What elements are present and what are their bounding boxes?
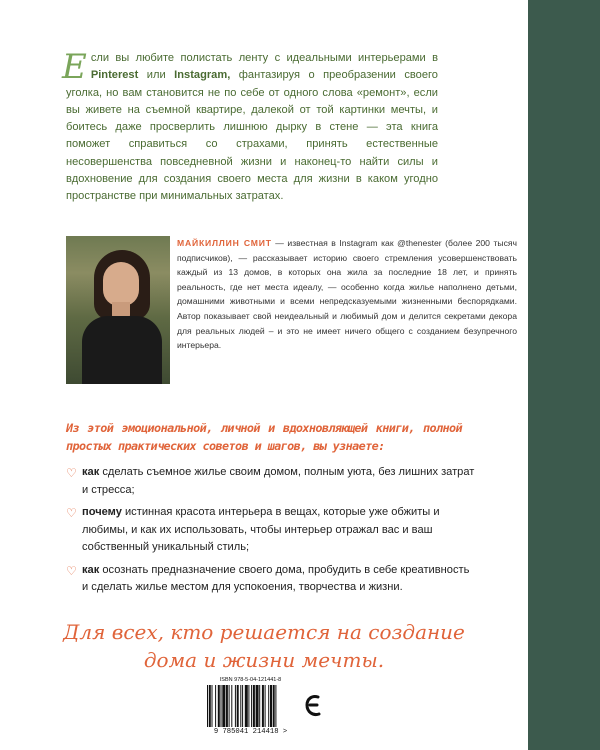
list-item: [66, 504, 478, 557]
book-spine: [528, 0, 600, 750]
bullet-text: сделать съемное жилье своим домом, полным уюта, без лишних затрат и стресса;: [82, 466, 475, 496]
bullet-text: осознать предназначение своего дома, пробудить в себе креативность и сделать жилье местом для успокоения, творчества и жизни.: [82, 563, 470, 593]
list-item: [66, 562, 478, 597]
heart-outline-icon: ♡: [66, 466, 77, 480]
bullet-keyword: как: [82, 466, 100, 478]
intro-text-3: фантазируя о преобразении своего уголка, но вам становится не по себе от одного слова «ремонт», если вы живете на съемной квартире, далекой от той картинки мечты, и боитесь даже просверлить лишнюю дырку в стене — эта книга поможет справиться со страхами, принять естественные несовершенства повседневной жизни и наконец-то найти силы и вдохновение для создания своего места для жизни в каком угодно пространстве при минимальных затратах.: [66, 69, 438, 203]
intro-text-1: сли вы любите полистать ленту с идеальными интерьерами в: [90, 52, 438, 64]
dropcap-letter: Е: [62, 47, 87, 87]
eksmo-logo-icon: [304, 693, 324, 719]
barcode-digits: 9 785041 214418 >: [213, 728, 288, 736]
bullet-text: истинная красота интерьера в вещах, которые уже обжиты и любимы, и как их использовать, чтобы интерьер отражал вас и ваш собственный уникальный стиль;: [82, 506, 440, 553]
author-bio-text: — известная в Instagram как @thenester (более 200 тысяч подписчиков), — рассказывает историю своего стремления усовершенствовать каждый из 13 домов, в которых она жила за последние 18 лет, и принять реальность, где нет места идеалу, — особенно когда жилье наполнено детьми, домашними животными и всеми непредсказуемыми жизненными беспорядками. Автор показывает свой неидеальный и любимый дом и делится секретами декора для реальных людей – и это не имеет ничего общего с созданием безупречного интерьера.: [177, 238, 517, 351]
heart-outline-icon: ♡: [66, 506, 77, 520]
brand-instagram: Instagram,: [174, 69, 231, 82]
author-name: МАЙКИЛЛИН СМИТ: [177, 238, 272, 248]
bullet-keyword: почему: [82, 506, 122, 518]
author-bio: [177, 236, 517, 353]
author-photo: [66, 236, 170, 384]
tagline: [0, 618, 528, 674]
heart-outline-icon: ♡: [66, 563, 77, 578]
barcode-block: [203, 676, 298, 738]
isbn-label: ISBN 978-5-04-121441-8: [219, 677, 282, 683]
intro-paragraph: [62, 47, 438, 206]
bullet-list: [66, 464, 478, 602]
barcode: [203, 684, 298, 728]
tagline-line-1: Для всех, кто решается на создание: [63, 620, 465, 644]
brand-pinterest: Pinterest: [90, 69, 139, 82]
tagline-line-2: дома и жизни мечты.: [143, 648, 385, 672]
bullet-keyword: как: [82, 563, 100, 576]
intro-text-2: или: [138, 69, 175, 82]
list-item: [66, 464, 478, 499]
lead-text: Из этой эмоциональной, личной и вдохновляющей книги, полной простых практических советов и шагов, вы узнаете:: [66, 421, 462, 453]
